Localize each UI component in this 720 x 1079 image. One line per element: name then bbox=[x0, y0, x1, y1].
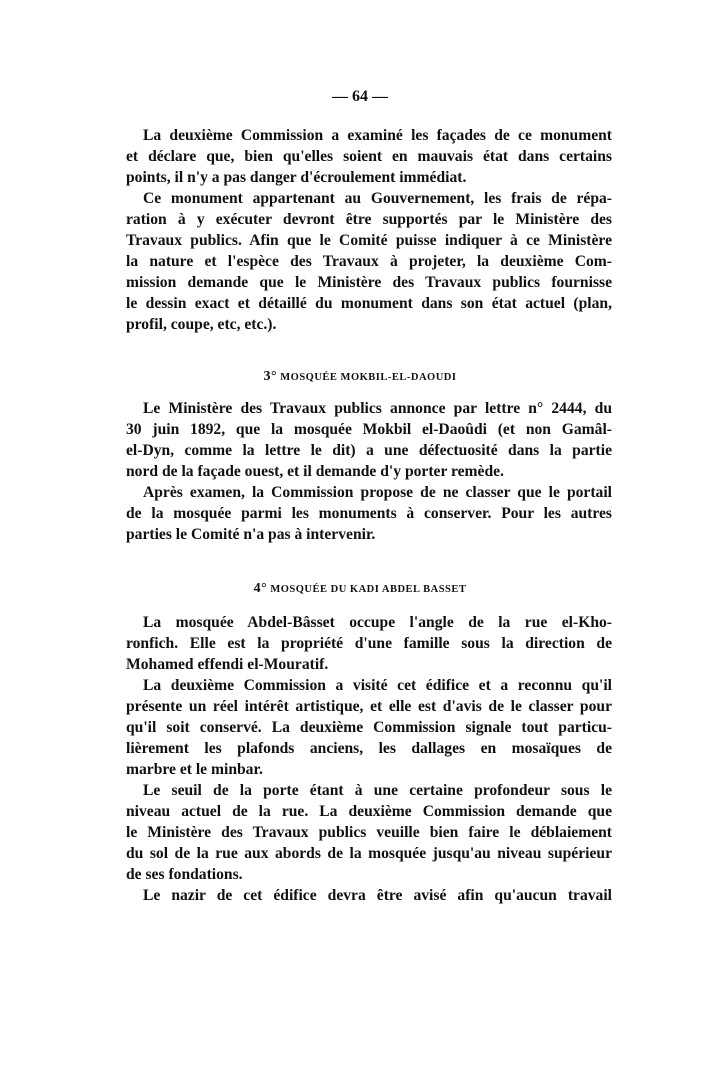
paragraph-block-2 bbox=[126, 398, 612, 545]
text-line: el-Dyn, comme la lettre le dit) a une défectuosité dans la partie bbox=[126, 442, 612, 459]
text-line: La mosquée Abdel-Bâsset occupe l'angle de la rue el-Kho- bbox=[143, 614, 612, 631]
text-line: présente un réel intérêt artistique, et elle est d'avis de le classer pour bbox=[126, 698, 612, 715]
text-line: 30 juin 1892, que la mosquée Mokbil el-Daoûdi (et non Gamâl- bbox=[126, 421, 612, 438]
section-heading-4 bbox=[0, 581, 720, 597]
section-title: MOSQUÉE MOKBIL-EL-DAOUDI bbox=[280, 372, 457, 383]
text-line: Le nazir de cet édifice devra être avisé afin qu'aucun travail bbox=[143, 887, 612, 904]
text-line: nord de la façade ouest, et il demande d'y porter remède. bbox=[126, 463, 504, 480]
text-line: La deuxième Commission a examiné les façades de ce monument bbox=[143, 127, 612, 144]
text-line: ration à y exécuter devront être supportés par le Ministère des bbox=[126, 211, 612, 228]
text-line: Le Ministère des Travaux publics annonce par lettre n° 2444, du bbox=[143, 400, 612, 417]
section-number: 4° bbox=[253, 581, 268, 596]
text-line: qu'il soit conservé. La deuxième Commission signale tout particu- bbox=[126, 719, 612, 736]
text-line: parties le Comité n'a pas à intervenir. bbox=[126, 526, 376, 543]
text-line: du sol de la rue aux abords de la mosquée jusqu'au niveau supérieur bbox=[126, 845, 612, 862]
paragraph-block-3 bbox=[126, 612, 612, 906]
text-line: la nature et l'espèce des Travaux à projeter, la deuxième Com- bbox=[126, 253, 612, 270]
text-line: niveau actuel de la rue. La deuxième Commission demande que bbox=[126, 803, 612, 820]
text-line: points, il n'y a pas danger d'écroulement immédiat. bbox=[126, 169, 467, 186]
text-line: de ses fondations. bbox=[126, 866, 243, 883]
text-line: Travaux publics. Afin que le Comité puisse indiquer à ce Ministère bbox=[126, 232, 612, 249]
page-number: — 64 — bbox=[332, 88, 388, 105]
text-line: Après examen, la Commission propose de ne classer que le portail bbox=[143, 484, 612, 501]
text-line: Le seuil de la porte étant à une certaine profondeur sous le bbox=[143, 782, 612, 799]
section-title: MOSQUÉE DU KADI ABDEL BASSET bbox=[270, 584, 467, 595]
text-line: ronfich. Elle est la propriété d'une famille sous la direction de bbox=[126, 635, 612, 652]
text-line: profil, coupe, etc, etc.). bbox=[126, 316, 277, 333]
text-line: Mohamed effendi el-Mouratif. bbox=[126, 656, 329, 673]
text-line: Ce monument appartenant au Gouvernement, les frais de répa- bbox=[143, 190, 612, 207]
section-number: 3° bbox=[263, 369, 278, 384]
text-line: le Ministère des Travaux publics veuille bien faire le déblaiement bbox=[126, 824, 612, 841]
text-line: le dessin exact et détaillé du monument dans son état actuel (plan, bbox=[126, 295, 612, 312]
text-line: marbre et le minbar. bbox=[126, 761, 263, 778]
paragraph-block-1 bbox=[126, 125, 612, 335]
section-heading-3 bbox=[0, 369, 720, 385]
text-line: mission demande que le Ministère des Travaux publics fournisse bbox=[126, 274, 612, 291]
text-line: de la mosquée parmi les monuments à conserver. Pour les autres bbox=[126, 505, 612, 522]
text-line: et déclare que, bien qu'elles soient en mauvais état dans certains bbox=[126, 148, 612, 165]
text-line: La deuxième Commission a visité cet édifice et a reconnu qu'il bbox=[143, 677, 612, 694]
text-line: lièrement les plafonds anciens, les dallages en mosaïques de bbox=[126, 740, 612, 757]
